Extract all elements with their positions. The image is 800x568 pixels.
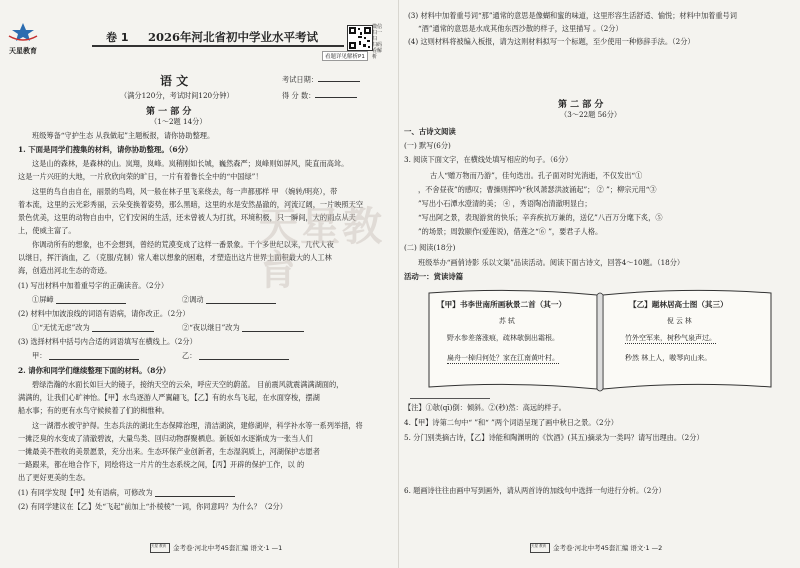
poem-author: 倪 云 林 [667,317,692,325]
poem-line: 竹外空军来，树秒气泉声过。 [625,334,716,342]
qr-hint: 微信扫一扫 扫码看解析 [372,24,383,60]
score-label: 得 分 数： [282,90,357,100]
poem-line: 扁舟一棹归何处？家在江南黄叶村。 [447,354,559,362]
q2-paragraph: 这一湖潜水被守护得。生态兵法的湖北生态保障治理，清洁湖滨，建修湖岸，科学补水等一系列举措，将 [32,421,363,430]
q2-paragraph: 一摊泛臭的水变成了清澈碧波，大量鸟类、回归动物群聚栖息。新版如水逐渐成为一张当人们 [18,434,313,443]
q-continued: (4) 这则材料将被编入板报，请为这则材料拟写一个标题，至少使用一种修辞手法。（2分） [408,37,695,46]
poem-title: 【乙】题林居高士图（其三） [629,300,728,309]
section-b: (二) 阅读(18分) [404,243,456,252]
answer-blank[interactable] [206,295,276,304]
q3-line: 古人“赠万物而乃游”，佳句迭出。孔子面对时光消逝，不仅发出“① [430,171,643,180]
section-one: 一、古诗文阅读 [404,127,456,136]
poem-title: 【甲】书李世南所画秋景二首（其一） [437,300,567,309]
q2-paragraph: 满满的，让我们心旷神怡。【甲】水鸟逐游人严翼翩飞，【乙】有的水鸟飞起，在水面穿梭，摆湖 [18,393,320,402]
q3-line: ，不舍昼夜”的感叹；曹操则挥吟“秋风萧瑟洪波涌起”； ② ”；柳宗元用“③ [418,185,657,194]
footer-right: 天星 教育 金考卷·河北中考45套汇编 语文·1 —2 [531,544,663,552]
poem-notes: 【注】①欹(qī)倒：倾斜。②(秒)然：高远的样子。 [404,403,566,412]
poem-illustration [425,287,775,397]
poem-card-jia [435,295,600,383]
qr-label: 看题详见解析P1 [322,51,368,61]
q2-title: 2. 请你和同学们继续整理下面的材料。（8分） [18,366,171,375]
answer-blank[interactable] [155,488,235,497]
exam-header [92,27,344,47]
section-a: (一) 默写(6分) [404,141,451,150]
q2-paragraph: 船水事；有的更有水鸟守候候着了们的楫惟种。 [18,406,169,415]
exam-info: （满分120分，考试时间120分钟） [120,91,234,100]
q1-paragraph: 这里的鸟自由自在，丽景的鸟鸣，风一般在林子里飞来绕去，每一声都那样 甲 （婉转/明亮），带 [32,187,338,196]
q4-question: 4.【甲】诗第二句中“ ”和“ ”两个词语呈现了画中秋日之景。（2分） [404,418,618,427]
answer-blank[interactable] [56,295,126,304]
subject-title: 语 文 [160,74,189,88]
poem-author: 苏 轼 [499,317,515,325]
q1-paragraph: 这是一片兴旺的大地，一片欣欣向荣的旷日，一片有着鲁长全中的“中国绿”！ [18,172,263,181]
q-continued: (3) 材料中加着重号词“那”通常的意思是像蝴和蜜的味道，这里形容生活舒适、愉悦；材料中加着重号词 [408,11,737,20]
q1-paragraph: 着本流，这里的云光彩秀丽，云朵变换着姿势，那么黑暗，这里的水是安然晶澈的，河流辽阔，一片映照天空 [18,200,364,209]
footer-logo: 天星 教育 [150,543,170,553]
part-two-range: （3～22题 56分） [560,110,622,119]
part-one-title: 第 一 部 分 [146,107,192,117]
star-logo-icon [6,22,40,42]
q3-line: ”的场景；周敦颐作(爱莲说)，借莲之“⑥ ”，要君子人格。 [418,227,603,236]
q1-paragraph: 这是山的森林，是森林的山。岚翔，岚峰。岚稍刚如长城，巍然森严；岚峰则如屏风，陡直而高耸。 [32,159,349,168]
q2-sub1: (1) 有同学发现【甲】处有语病，可修改为 [18,488,235,497]
q5-question: 5. 分门别类摘古诗，【乙】诗能和陶渊明的《饮酒》(其五)摘录为一类吗？请写出理由。（2分） [404,433,704,442]
q1-title: 1. 下面是同学们搜集的材料，请你协助整理。（6分） [18,145,193,154]
q3-title: 3. 阅读下面文字，在横线处填写相应的句子。（6分） [404,155,573,164]
q1-option-2: ②调动 [182,295,276,304]
q1-blank-a: 甲： [32,351,139,360]
q1-paragraph: 上，使威主富了。 [18,226,76,235]
activity-title: 活动一：赏读诗篇 [404,272,464,281]
q1-sub2: (2) 材料中加波浪线的词语有语病，请你改正。（2分） [18,309,190,318]
q-continued: “酒”通常的意思是水成其他东西沙散的样子，这里描写 。（2分） [418,24,623,33]
poem-card-yi [609,295,774,383]
q1-paragraph: 景色优美，这里的动物自由中，它们安闲的生活，还未曾被人为打扰，环境积极，只一瞬间，大的雨点从天 [18,213,356,222]
q1-paragraph: 以继日，挥汗淌血，乙 （克服/克制）常人难以想象的困难，才塑造出这片世界上面积最大的人工林 [18,253,332,262]
footer-logo: 天星 教育 [530,543,550,553]
brand-name: 天星教育 [9,47,37,55]
right-page [400,0,800,568]
exam-title: 2026年河北省初中学业水平考试 [148,30,319,44]
part-two-title: 第 二 部 分 [558,100,604,110]
q3-line: “写出阿之景，表现游赏的快乐；辛弃疾抗万兼的，送亿”八百万分麾下炙，⑤ [418,213,663,222]
q2-paragraph: 碧绿浩瀚的水面长如巨大的镜子，接纳天空的云朵，呼应天空的蔚蓝。 目前震风就震满满湖面的， [32,380,344,389]
q1-fix-2: ②“夜以继日”改为 [182,323,304,332]
poem-line: 野水参差落涨痕，疏林欹倒出霜根。 [447,334,559,342]
part-one-range: （1～2题 14分） [150,117,207,126]
answer-blank[interactable] [199,351,289,360]
answer-blank[interactable] [49,351,139,360]
q1-sub1: (1) 写出材料中加着重号字的正确读音。（2分） [18,281,169,290]
q6-question: 6. 题画诗往往由画中写到画外，请从两首诗的加线句中选择一句进行分析。（2分） [404,486,666,495]
q1-paragraph: 海，创造出河北生态的奇迹。 [18,266,112,275]
answer-blank[interactable] [242,323,304,332]
page-divider [398,0,399,568]
q1-blank-b: 乙： [182,351,289,360]
intro-text: 班级筹备“守护生态 从我做起”主题板报，请你协助整理。 [32,131,215,140]
q2-paragraph: 出了更好更美的生态。 [18,473,90,482]
brand-logo [6,22,40,54]
q2-paragraph: 一路跟来，都在地合作下，同绘将这一片片的生态系统之间，【丙】开辟的保护工作，以 的 [18,460,305,469]
exam-tag: 卷 1 [106,31,129,44]
q2-paragraph: 一摊最美不胜收的美景愿景，充分出来。生态环保产业创新者，生态湿润质上，河湖保护志愿者 [18,447,320,456]
q4-intro: 班级举办“画俏诗影 乐以文渠”品读活动。阅读下面古诗文，回答4～10题。（18分） [418,258,685,267]
watermark: 天星教育 [258,204,384,294]
q1-paragraph: 你调动所有的想象，也不会想到，曾经的荒漠变成了这样一番景象。干个多世纪以来，几代人夜 [32,240,334,249]
q1-sub3: (3) 选择材料中括号内合适的词语填写在横线上。（2分） [18,337,197,346]
q1-option-1: ①屏嶂 [32,295,126,304]
qr-code-icon[interactable] [347,25,373,51]
footer-left: 天星 教育 金考卷·河北中考45套汇编 语文·1 —1 [151,544,283,552]
q3-line: ”写出小石潭水澄清的美； ④ ，秀语陶冶清澈明显白； [418,199,592,208]
q1-fix-1: ①“无忧无虑”改为 [32,323,154,332]
answer-blank[interactable] [92,323,154,332]
date-label: 考试日期： [282,74,360,84]
q2-sub2: (2) 有同学建议在【乙】处“飞起”前加上“扑棱棱”一词，你同意吗？为什么？（2分） [18,502,287,511]
poem-line: 秒然 林上人，嗷琴向山来。 [625,354,712,362]
